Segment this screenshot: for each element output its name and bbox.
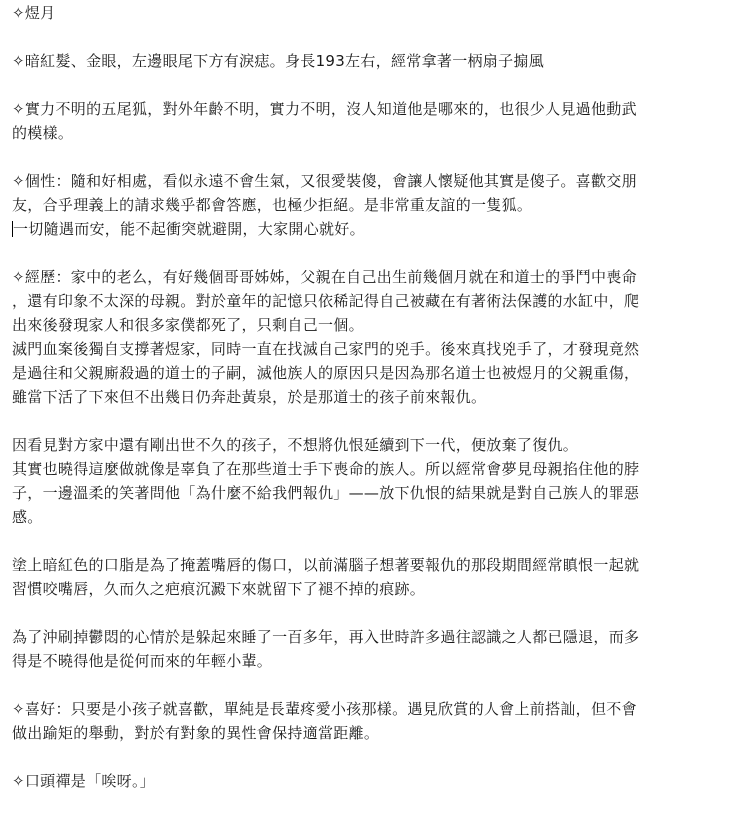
forgiveness-paragraph [12,433,752,529]
text-line: ，還有印象不太深的母親。對於童年的記憶只依稀記得自己被藏在有著術法保護的水缸中，爬 [12,292,640,310]
sleep-paragraph [12,625,752,673]
text-line: 為了沖刷掉鬱悶的心情於是躲起來睡了一百多年，再入世時許多過往認識之人都已隱退，而多 [12,628,640,646]
text-line: 其實也曉得這麼做就像是辜負了在那些道士手下喪命的族人。所以經常會夢見母親掐住他的脖 [12,460,640,478]
text-line: 滅門血案後獨自支撐著煜家，同時一直在找滅自己家門的兇手。後來真找兇手了，才發現竟然 [12,340,640,358]
strength-paragraph [12,97,752,145]
likes-paragraph [12,697,752,745]
appearance-paragraph [12,49,752,73]
text-line: 得是不曉得他是從何而來的年輕小輩。 [12,652,273,670]
text-line-with-caret [12,217,752,241]
text-line: ✧個性：隨和好相處，看似永遠不會生氣，又很愛裝傻，會讓人懷疑他其實是傻子。喜歡交朋 [12,172,637,190]
text-line: 出來後發現家人和很多家僕都死了，只剩自己一個。 [12,316,364,334]
appearance-text: ✧暗紅髮、金眼，左邊眼尾下方有淚痣。身長193左右，經常拿著一柄扇子搧風 [12,52,545,70]
text-line: 子，一邊溫柔的笑著問他「為什麼不給我們報仇」——放下仇恨的結果就是對自己族人的罪惡 [12,484,640,502]
personality-paragraph [12,169,752,241]
text-line: 的模樣。 [12,124,74,142]
lips-paragraph [12,553,752,601]
text-line: 塗上暗紅色的口脂是為了掩蓋嘴唇的傷口，以前滿腦子想著要報仇的那段期間經常瞋恨一起就 [12,556,640,574]
text-line: ✧實力不明的五尾狐，對外年齡不明，實力不明，沒人知道他是哪來的，也很少人見過他動武 [12,100,637,118]
text-line: ✧喜好：只要是小孩子就喜歡，單純是長輩疼愛小孩那樣。遇見欣賞的人會上前搭訕，但不會 [12,700,637,718]
text-line: 因看見對方家中還有剛出世不久的孩子，不想將仇恨延續到下一代，便放棄了復仇。 [12,436,579,454]
character-name: ✧煜月 [12,4,56,22]
text-line: 做出踰矩的舉動，對於有對象的異性會保持適當距離。 [12,724,380,742]
text-line: 感。 [12,508,43,526]
document-body[interactable] [12,0,752,817]
history-paragraph [12,265,752,409]
text-line: 是過往和父親廝殺過的道士的子嗣，滅他族人的原因只是因為那名道士也被煜月的父親重傷， [12,364,640,382]
text-line: ✧經歷：家中的老么，有好幾個哥哥姊姊，父親在自己出生前幾個月就在和道士的爭鬥中喪命 [12,268,637,286]
character-name-paragraph [12,1,752,25]
text-line: 一切隨遇而安，能不起衝突就避開，大家開心就好。 [13,220,365,238]
catchphrase-text: ✧口頭禪是「唉呀。」 [12,772,156,790]
text-line: 習慣咬嘴唇，久而久之疤痕沉澱下來就留下了褪不掉的痕跡。 [12,580,426,598]
catchphrase-paragraph [12,769,752,793]
text-line: 友，合乎理義上的請求幾乎都會答應，也極少拒絕。是非常重友誼的一隻狐。 [12,196,533,214]
text-line: 雖當下活了下來但不出幾日仍奔赴黃泉，於是那道士的孩子前來報仇。 [12,388,487,406]
